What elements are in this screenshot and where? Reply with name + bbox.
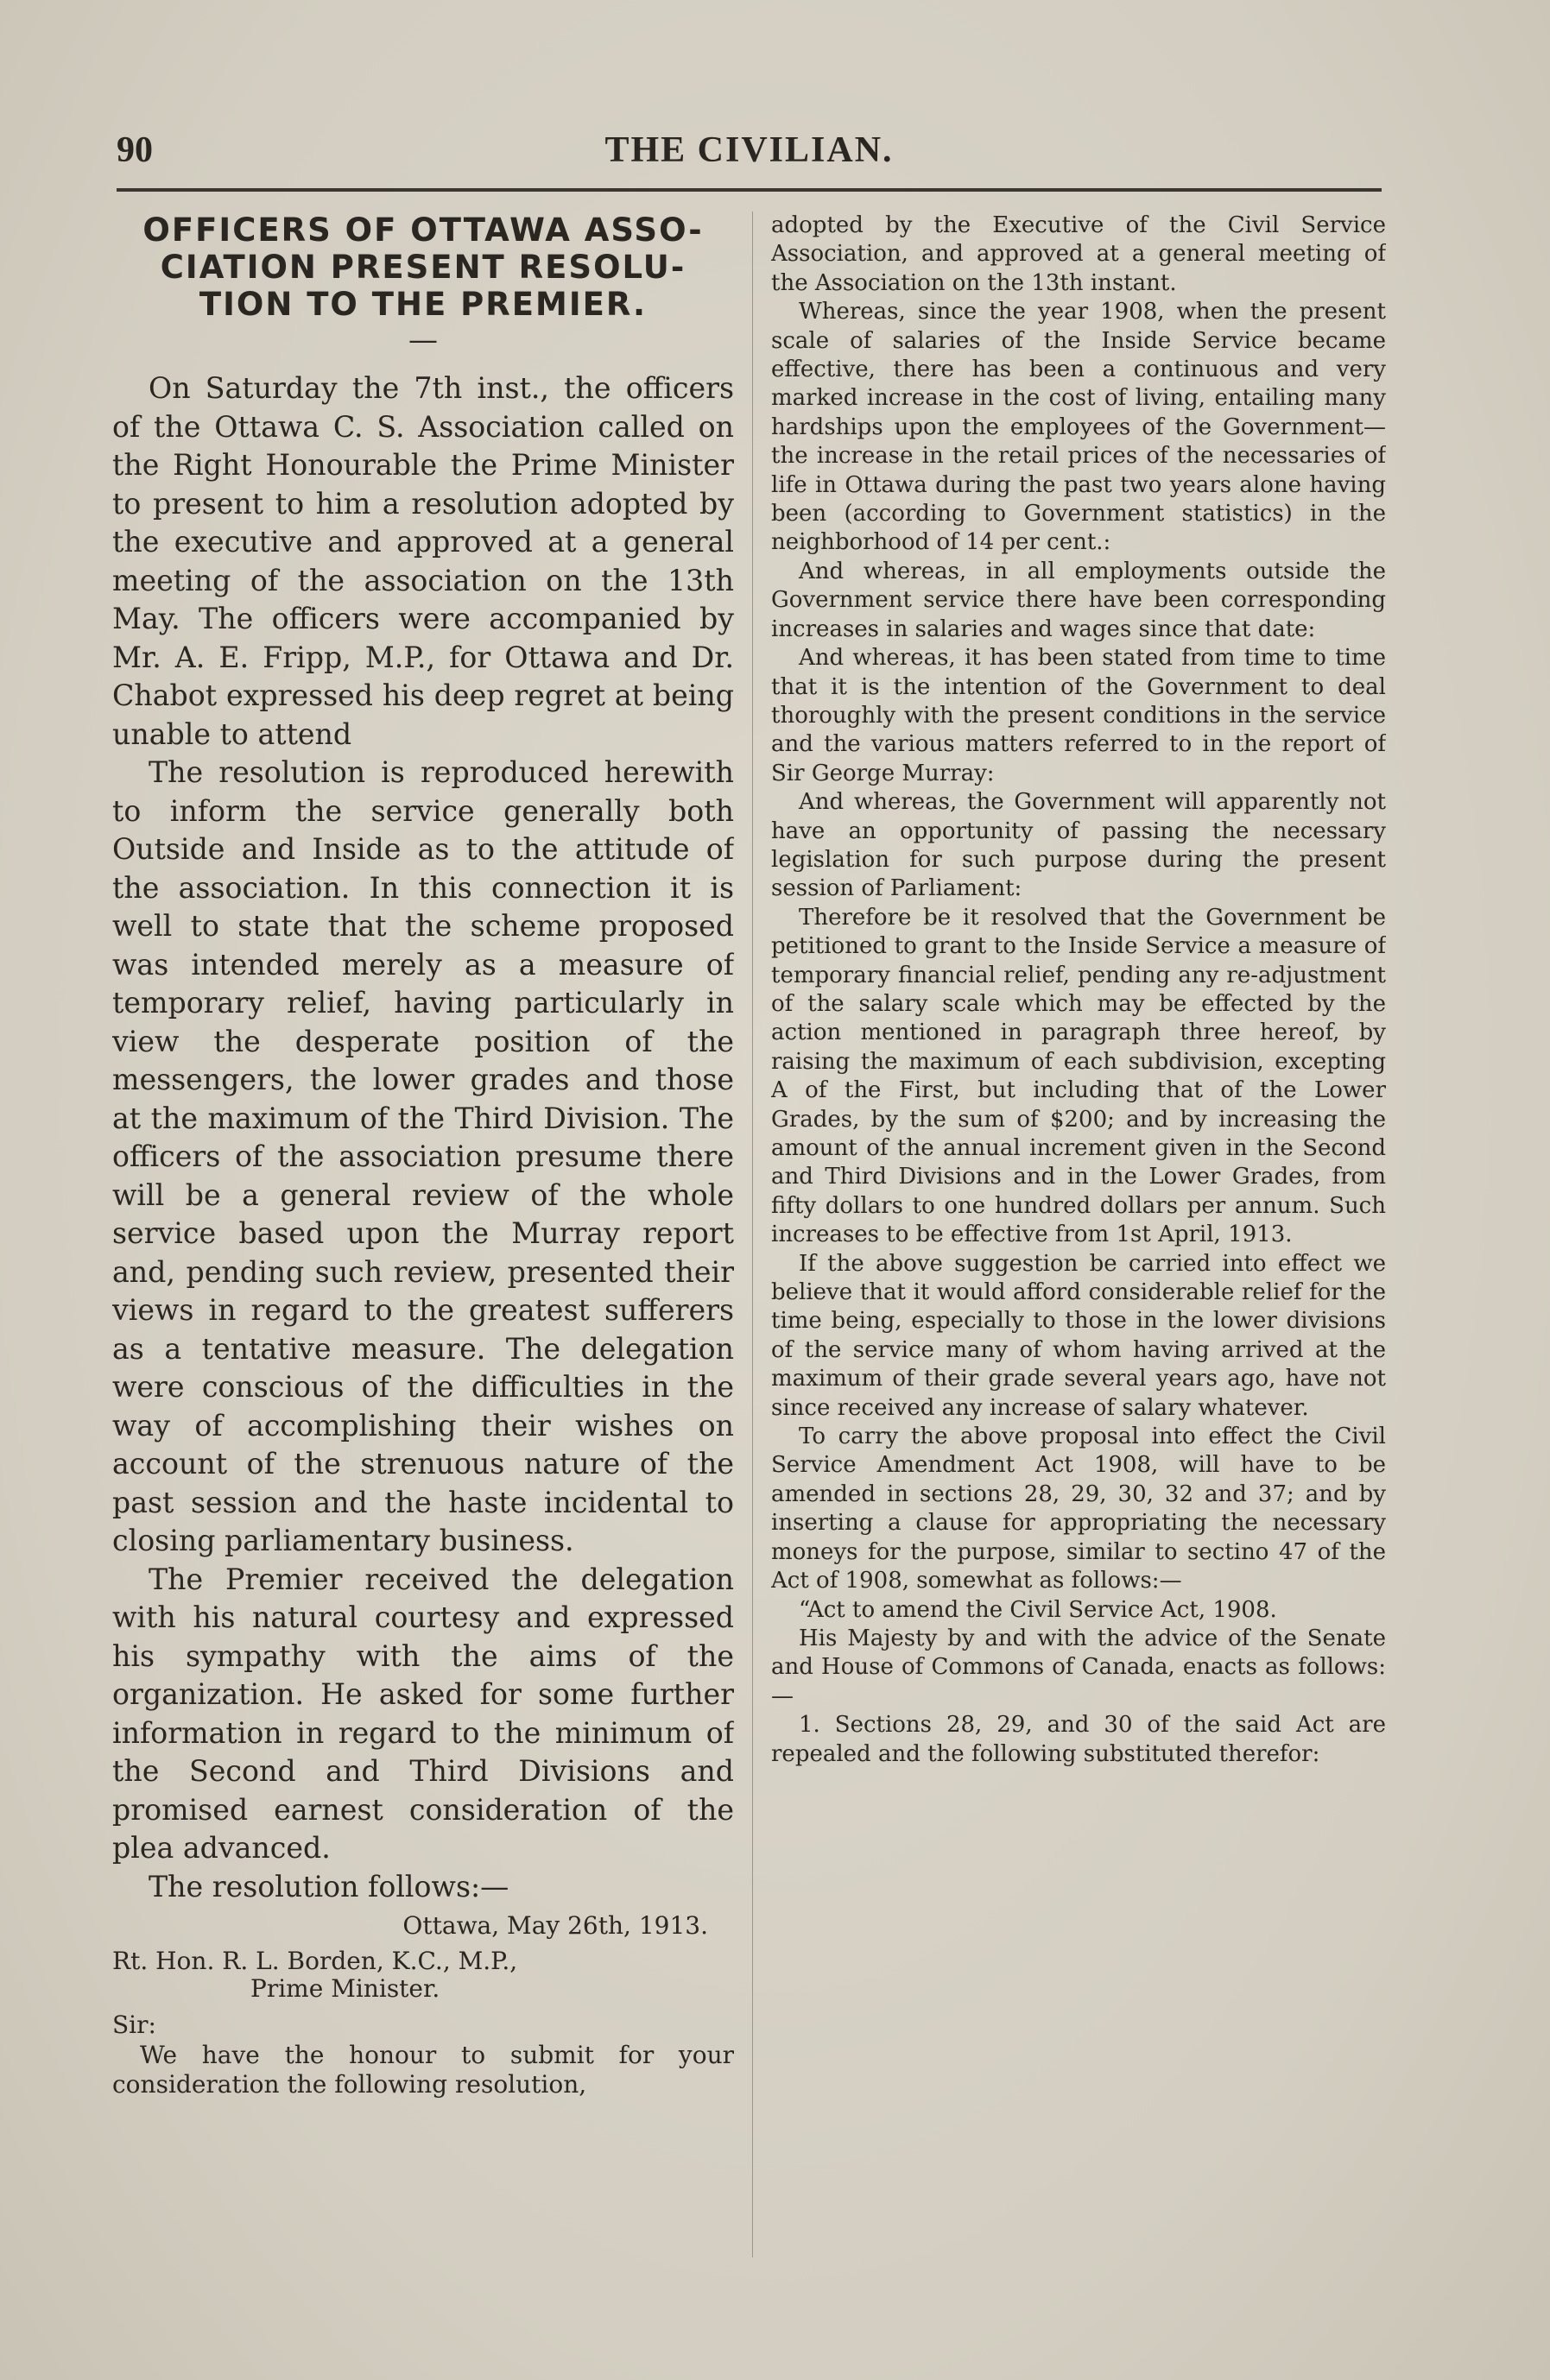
resolution-paragraph: adopted by the Executive of the Civil Service Association, and approved at a general meeting of the Association on the 13th instant. [771,212,1386,296]
letter-opening: We have the honour to submit for your consideration the following resolution, [112,2041,734,2099]
running-head [117,129,1382,181]
headline-dash: — [408,323,438,357]
body-paragraph: The resolution is reproduced herewith to inform the service generally both Outside and Inside as to the attitude of the association. In this connection it is well to state that the scheme proposed was intended merely as a measure of temporary relief, having particularly in view the desperate position of the messengers, the lower grades and those at the maximum of the Third Division. The officers of the association presume there will be a general review of the whole service based upon the Murray report and, pending such review, presented their views in regard to the greatest sufferers as a tentative measure. The delegation were conscious of the difficulties in the way of accomplishing their wishes on account of the strenuous nature of the past session and the haste incidental to closing parliamentary business. [112,755,734,1557]
article-headline: OFFICERS OF OTTAWA ASSO-CIATION PRESENT RESOLU-TION TO THE PREMIER. [142,211,704,323]
act-title: “Act to amend the Civil Service Act, 1908. [799,1596,1277,1623]
header-rule [117,188,1382,192]
body-paragraph: On Saturday the 7th inst., the officers of the Ottawa C. S. Association called on the Right Honourable the Prime Minister to present to him a resolution adopted by the executive and approved at a general meeting of the association on the 13th May. The officers were accompanied by Mr. A. E. Fripp, M.P., for Ottawa and Dr. Chabot expressed his deep regret at being unable to attend [112,371,734,751]
column-divider [752,211,753,2257]
page-number: 90 [117,130,153,170]
left-column [112,211,734,2099]
letter-addressee: Rt. Hon. R. L. Borden, K.C., M.P., [112,1947,518,1975]
act-enacting-clause: His Majesty by and with the advice of the Senate and House of Commons of Canada, enacts as follows:— [771,1625,1386,1709]
resolution-paragraph: To carry the above proposal into effect the Civil Service Amendment Act 1908, will have to be amended in sections 28, 29, 30, 32 and 37; and by inserting a clause for appropriating the necessary moneys for the purpose, similar to sectino 47 of the Act of 1908, somewhat as follows:— [771,1424,1386,1594]
letter-salutation: Sir: [112,2011,156,2039]
resolution-paragraph: And whereas, it has been stated from time to time that it is the intention of the Government to deal thoroughly with the present conditions in the service and the various matters referred to in the report of Sir George Murray: [771,645,1386,786]
resolution-paragraph: And whereas, the Government will apparently not have an opportunity of passing the necessary legislation for such purpose during the present session of Parliament: [771,789,1386,902]
resolution-paragraph: And whereas, in all employments outside the Government service there have been corresponding increases in salaries and wages since that date: [771,558,1386,642]
body-paragraph: The resolution follows:— [149,1869,509,1903]
resolution-paragraph: Therefore be it resolved that the Government be petitioned to grant to the Inside Service a measure of temporary financial relief, pending any re-adjustment of the salary scale which may be effected by the action mentioned in paragraph three hereof, by raising the maximum of each subdivision, excepting A of the First, but including that of the Lower Grades, by the sum of $200; and by increasing the amount of the annual increment given in the Second and Third Divisions and in the Lower Grades, from fifty dollars to one hundred dollars per annum. Such increases to be effective from 1st April, 1913. [771,904,1386,1248]
right-column [771,211,1386,1769]
letter-dateline: Ottawa, May 26th, 1913. [402,1911,708,1940]
letter-addressee-title: Prime Minister. [250,1974,440,2003]
act-section: 1. Sections 28, 29, and 30 of the said Act are repealed and the following substituted therefor: [771,1712,1386,1767]
resolution-paragraph: Whereas, since the year 1908, when the present scale of salaries of the Inside Service became effective, there has been a continuous and very marked increase in the cost of living, entailing many hardships upon the employees of the Government—the increase in the retail prices of the necessaries of life in Ottawa during the past two years alone having been (according to Government statistics) in the neighborhood of 14 per cent.: [771,299,1386,556]
body-paragraph: The Premier received the delegation with his natural courtesy and expressed his sympathy with the aims of the organization. He asked for some further information in regard to the minimum of the Second and Third Divisions and promised earnest consideration of the plea advanced. [112,1562,734,1865]
resolution-paragraph: If the above suggestion be carried into effect we believe that it would afford considerable relief for the time being, especially to those in the lower divisions of the service many of whom having arrived at the maximum of their grade several years ago, have not since received any increase of salary whatever. [771,1250,1386,1421]
journal-title: THE CIVILIAN. [604,130,894,170]
